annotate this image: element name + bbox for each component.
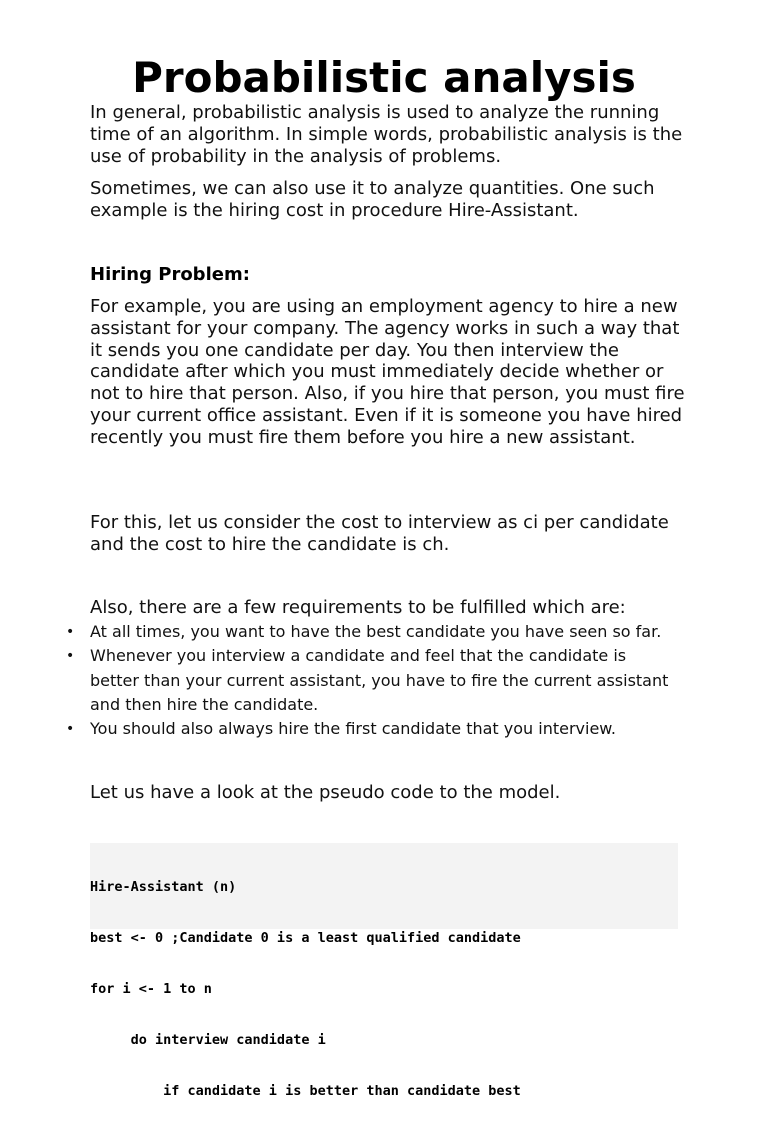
list-item [60,620,680,644]
bullet-icon: • [66,648,75,665]
code-line: best <- 0 ;Candidate 0 is a least qualified candidate [90,930,521,946]
requirement-text: Whenever you interview a candidate and feel that the candidate is better than your current assistant, you have to fire the current assistant and then hire the candidate. [90,646,669,714]
code-line: Hire-Assistant (n) [90,879,237,895]
requirements-intro: Also, there are a few requirements to be fulfilled which are: [90,597,626,618]
section-heading-hiring-problem: Hiring Problem: [90,264,250,285]
code-line: if candidate i is better than candidate best [90,1083,521,1099]
cost-paragraph: For this, let us consider the cost to interview as ci per candidate and the cost to hire the candidate is ch. [90,512,669,555]
list-item [60,644,680,717]
bullet-icon: • [66,721,75,738]
code-line: for i <- 1 to n [90,981,212,997]
page-title: Probabilistic analysis [132,53,636,102]
problem-paragraph: For example, you are using an employment agency to hire a new assistant for your company. The agency works in such a way that it sends you one candidate per day. You then interview the candidate after which you must immediately decide whether or not to hire that person. Also, if you hire that person, you must fire your current office assistant. Even if it is someone you have hired recently you must fire them before you hire a new assistant. [90,296,685,448]
pseudo-code-intro: Let us have a look at the pseudo code to the model. [90,782,561,803]
code-line: do interview candidate i [90,1032,326,1048]
pseudo-code-block [90,843,678,1099]
intro-paragraph-1: In general, probabilistic analysis is used to analyze the running time of an algorithm. In simple words, probabilistic analysis is the use of probability in the analysis of problems. [90,102,683,167]
requirement-text: You should also always hire the first candidate that you interview. [90,719,616,739]
requirement-text: At all times, you want to have the best candidate you have seen so far. [90,622,662,641]
list-item [60,717,680,741]
intro-paragraph-2: Sometimes, we can also use it to analyze quantities. One such example is the hiring cost in procedure Hire-Assistant. [90,178,655,221]
bullet-icon: • [66,624,75,640]
requirements-list [60,620,680,741]
